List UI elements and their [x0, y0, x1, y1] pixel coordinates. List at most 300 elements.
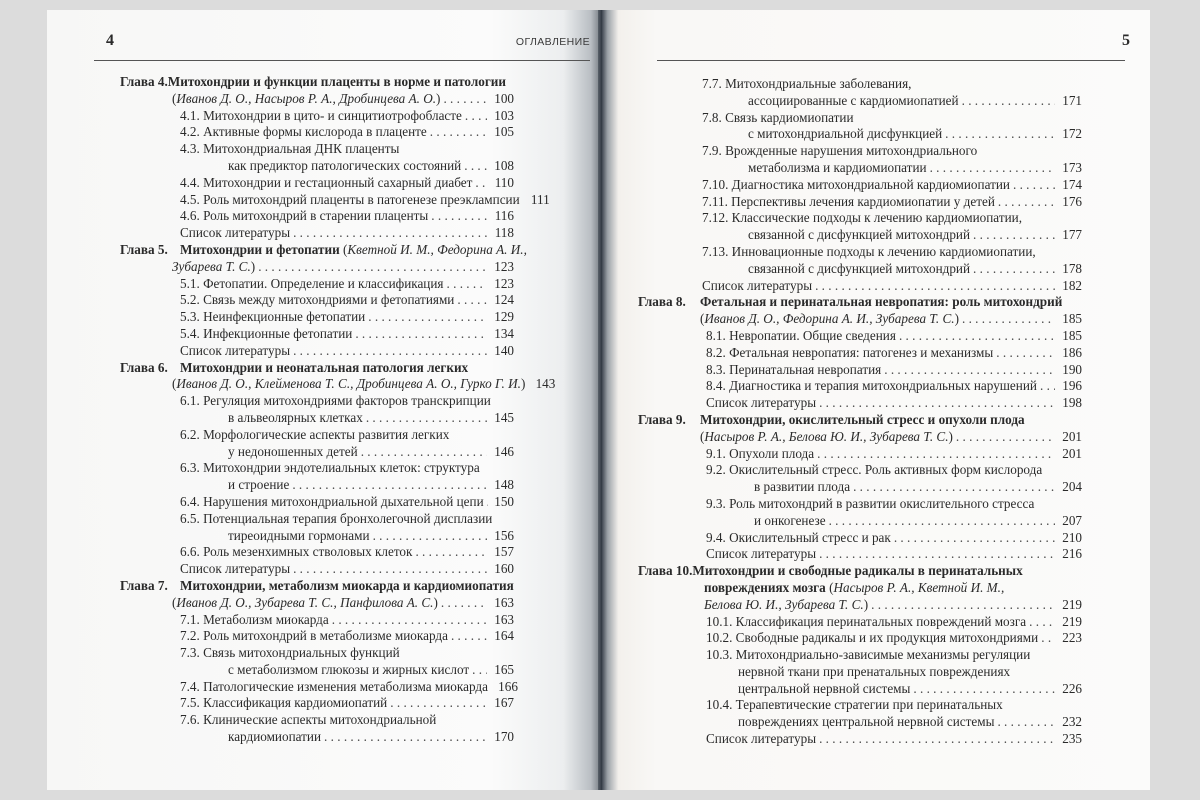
toc-section[interactable] — [638, 93, 1082, 110]
page-ref: 116 — [494, 208, 514, 224]
dot-leader — [894, 530, 1055, 547]
page-ref: 171 — [1062, 92, 1082, 108]
chapter-authors: Кветной И. М., Федорина А. И., — [347, 241, 527, 257]
dot-leader — [373, 528, 487, 545]
toc-section[interactable] — [120, 528, 514, 545]
entry-text — [120, 578, 514, 595]
toc-section[interactable] — [638, 261, 1082, 278]
toc-section[interactable] — [638, 143, 1082, 160]
entry-text — [706, 446, 814, 463]
page-ref: 129 — [494, 309, 514, 325]
section-title: 8.4. Диагностика и терапия митохондриальных нарушений — [706, 378, 1037, 394]
page-ref: 165 — [494, 661, 514, 677]
section-title: 5.1. Фетопатии. Определение и классификация — [180, 275, 444, 291]
section-title: 6.2. Морфологические аспекты развития легких — [180, 426, 450, 442]
page-ref: 123 — [494, 275, 514, 291]
toc-chapter[interactable] — [638, 412, 1082, 429]
page-ref: 178 — [1062, 260, 1082, 276]
dot-leader — [1040, 378, 1055, 395]
section-title: 7.6. Клинические аспекты митохондриальной — [180, 712, 437, 728]
toc-references[interactable] — [638, 546, 1082, 563]
toc-section[interactable] — [120, 511, 514, 528]
dot-leader — [815, 278, 1055, 295]
chapter-label: Глава 6. — [120, 359, 168, 375]
section-title: Список литературы — [180, 342, 291, 358]
entry-text — [180, 326, 352, 343]
dot-leader — [293, 225, 487, 242]
entry-text — [180, 175, 472, 192]
toc-section[interactable] — [638, 446, 1082, 463]
dot-leader — [451, 628, 487, 645]
entry-text — [748, 227, 970, 244]
toc-section[interactable] — [120, 208, 514, 225]
page-ref: 216 — [1062, 546, 1082, 562]
entry-text — [706, 647, 1030, 664]
page-ref: 163 — [494, 611, 514, 627]
toc-references[interactable] — [120, 343, 514, 360]
dot-leader — [962, 311, 1055, 328]
entry-text — [228, 662, 469, 679]
toc-chapter[interactable] — [638, 294, 1082, 311]
section-title: тиреоидными гормонами — [228, 527, 370, 543]
section-title: и онкогенезе — [754, 512, 826, 528]
section-title: 7.3. Связь митохондриальных функций — [180, 645, 400, 661]
toc-right — [638, 76, 1082, 748]
chapter-authors: Иванов Д. О., Зубарева Т. С., Панфилова А. С. — [176, 594, 434, 610]
page-ref: 148 — [494, 477, 514, 493]
dot-leader — [472, 662, 487, 679]
page-ref: 105 — [494, 124, 514, 140]
toc-references[interactable] — [120, 225, 514, 242]
paren: ( — [339, 241, 348, 257]
page-ref: 226 — [1062, 680, 1082, 696]
toc-section[interactable] — [638, 328, 1082, 345]
dot-leader — [930, 160, 1055, 177]
dot-leader — [258, 259, 487, 276]
paren: ( — [700, 311, 705, 327]
section-title: 7.5. Классификация кардиомиопатий — [180, 695, 388, 711]
toc-section[interactable] — [120, 460, 514, 477]
running-title: ОГЛАВЛЕНИЕ — [515, 36, 590, 48]
chapter-authors: Насыров Р. А., Кветной И. М., — [833, 579, 1005, 595]
toc-section[interactable] — [120, 276, 514, 293]
toc-section[interactable] — [638, 714, 1082, 731]
right-page — [602, 10, 1150, 790]
toc-references[interactable] — [120, 561, 514, 578]
entry-text — [180, 511, 492, 528]
toc-references[interactable] — [638, 731, 1082, 748]
section-title: как предиктор патологических состояний — [228, 157, 462, 173]
paren: ) — [520, 376, 526, 392]
entry-text — [180, 309, 365, 326]
section-title: 4.6. Роль митохондрий в старении плаценты — [180, 208, 429, 224]
toc-section[interactable] — [638, 194, 1082, 211]
toc-section[interactable] — [120, 326, 514, 343]
page-ref: 110 — [494, 174, 514, 190]
section-title: 6.4. Нарушения митохондриальной дыхательной цепи — [180, 493, 484, 509]
toc-section[interactable] — [120, 712, 514, 729]
entry-text — [638, 294, 1062, 311]
toc-section[interactable] — [120, 662, 514, 679]
entry-text — [180, 208, 428, 225]
entry-text — [706, 630, 1038, 647]
toc-references[interactable] — [638, 395, 1082, 412]
page-ref: 174 — [1062, 176, 1082, 192]
toc-section[interactable] — [120, 729, 514, 746]
section-title: центральной нервной системы — [738, 680, 911, 696]
page-ref: 201 — [1062, 428, 1082, 444]
section-title: с митохондриальной дисфункцией — [748, 126, 943, 142]
section-title: 4.5. Роль митохондрий плаценты в патогенезе преэклампсии — [180, 191, 520, 207]
toc-section[interactable] — [638, 513, 1082, 530]
running-head-left — [94, 32, 590, 56]
toc-section[interactable] — [638, 160, 1082, 177]
toc-chapter[interactable] — [120, 241, 527, 259]
entry-text — [702, 110, 854, 127]
toc-authors[interactable] — [120, 376, 556, 393]
page-ref: 196 — [1062, 378, 1082, 394]
entry-text — [706, 697, 1003, 714]
page-ref: 186 — [1062, 344, 1082, 360]
toc-section[interactable] — [120, 494, 514, 511]
entry-text — [180, 712, 436, 729]
section-title: 9.1. Опухоли плода — [706, 445, 815, 461]
entry-text — [748, 261, 970, 278]
entry-text — [180, 460, 480, 477]
dot-leader — [447, 276, 488, 293]
section-title: 7.2. Роль митохондрий в метаболизме миокарда — [180, 628, 448, 644]
dot-leader — [465, 108, 487, 125]
section-title: у недоношенных детей — [228, 443, 358, 459]
section-title: Список литературы — [706, 731, 817, 747]
entry-text — [180, 645, 400, 662]
running-head-right — [655, 32, 1140, 56]
dot-leader — [292, 477, 487, 494]
toc-section[interactable] — [638, 647, 1082, 664]
page-number: 4 — [106, 32, 114, 49]
paren: ( — [172, 90, 177, 106]
dot-leader — [819, 731, 1055, 748]
section-title: 7.8. Связь кардиомиопатии — [702, 109, 854, 125]
dot-leader — [996, 345, 1055, 362]
toc-chapter[interactable] — [120, 74, 514, 91]
entry-text — [754, 513, 826, 530]
paren: ) — [863, 596, 869, 612]
toc-section[interactable] — [120, 645, 514, 662]
toc-section[interactable] — [638, 210, 1082, 227]
page-ref: 223 — [1062, 630, 1082, 646]
entry-text — [180, 393, 491, 410]
entry-text — [706, 378, 1037, 395]
section-title: 7.12. Классические подходы к лечению кардиомиопатии, — [702, 210, 1022, 226]
dot-leader — [361, 444, 487, 461]
chapter-authors: Иванов Д. О., Федорина А. И., Зубарева Т. С. — [704, 311, 955, 327]
dot-leader — [441, 595, 487, 612]
section-title: 4.4. Митохондрии и гестационный сахарный диабет — [180, 174, 473, 190]
entry-text — [706, 362, 881, 379]
toc-references[interactable] — [638, 278, 1082, 295]
page-number: 5 — [1122, 32, 1130, 49]
toc-section[interactable] — [120, 628, 514, 645]
toc-section[interactable] — [120, 410, 514, 427]
dot-leader — [962, 93, 1055, 110]
toc-section[interactable] — [638, 630, 1082, 647]
entry-text — [172, 91, 440, 108]
page-ref: 156 — [494, 527, 514, 543]
toc-chapter[interactable] — [120, 360, 514, 377]
entry-text — [180, 141, 399, 158]
toc-left — [120, 74, 556, 746]
toc-section[interactable] — [120, 612, 514, 629]
dot-leader — [443, 91, 487, 108]
chapter-label: Глава 8. — [638, 294, 686, 310]
page-ref: 235 — [1062, 731, 1082, 747]
entry-text — [172, 376, 525, 393]
entry-text — [180, 427, 449, 444]
dot-leader — [913, 681, 1055, 698]
toc-section[interactable] — [638, 697, 1082, 714]
entry-text — [180, 628, 448, 645]
page-ref: 164 — [494, 628, 514, 644]
paren: ( — [172, 594, 177, 610]
chapter-title: Митохондрии, метаболизм миокарда и кардиомиопатия — [180, 577, 514, 593]
paren: ( — [700, 428, 705, 444]
page-ref: 219 — [1062, 596, 1082, 612]
entry-text — [738, 714, 994, 731]
toc-section[interactable] — [638, 76, 1082, 93]
page-ref: 134 — [494, 325, 514, 341]
entry-text — [702, 244, 1036, 261]
toc-section[interactable] — [120, 678, 518, 696]
page-ref: 177 — [1062, 227, 1082, 243]
dot-leader — [332, 612, 487, 629]
page-ref: 198 — [1062, 395, 1082, 411]
section-title: связанной с дисфункцией митохондрий — [748, 260, 971, 276]
entry-text — [180, 561, 290, 578]
entry-text — [704, 580, 1004, 597]
page-ref: 145 — [494, 409, 514, 425]
section-title: кардиомиопатии — [228, 729, 322, 745]
toc-section[interactable] — [120, 477, 514, 494]
dot-leader — [1041, 630, 1055, 647]
entry-text — [706, 614, 1026, 631]
toc-section[interactable] — [120, 158, 514, 175]
dot-leader — [475, 175, 487, 192]
paren: ( — [172, 376, 177, 392]
section-title: 5.3. Неинфекционные фетопатии — [180, 309, 366, 325]
chapter-label: Глава 9. — [638, 411, 686, 427]
section-title: повреждениях центральной нервной системы — [738, 714, 995, 730]
toc-section[interactable] — [120, 292, 514, 309]
entry-text — [706, 731, 816, 748]
toc-section[interactable] — [638, 126, 1082, 143]
page-ref: 157 — [494, 544, 514, 560]
section-title: 6.5. Потенциальная терапия бронхолегочной дисплазии — [180, 510, 493, 526]
toc-section[interactable] — [120, 175, 514, 192]
toc-authors[interactable] — [120, 91, 514, 108]
page-ref: 185 — [1062, 327, 1082, 343]
toc-section[interactable] — [638, 462, 1082, 479]
dot-leader — [430, 124, 487, 141]
dot-leader — [1029, 614, 1055, 631]
toc-section[interactable] — [638, 479, 1082, 496]
toc-section[interactable] — [638, 227, 1082, 244]
section-title: 7.13. Инновационные подходы к лечению кардиомиопатии, — [702, 243, 1036, 259]
page-ref: 190 — [1062, 361, 1082, 377]
toc-authors[interactable] — [638, 597, 1082, 614]
page-ref: 170 — [494, 729, 514, 745]
section-title: 7.9. Врожденные нарушения митохондриального — [702, 143, 978, 159]
section-title: 8.2. Фетальная невропатия: патогенез и механизмы — [706, 344, 994, 360]
entry-text — [702, 278, 812, 295]
page-ref: 163 — [494, 594, 514, 610]
dot-leader — [390, 695, 487, 712]
toc-section[interactable] — [120, 191, 550, 209]
chapter-title: Митохондрии и фетопатии — [180, 241, 340, 257]
dot-leader — [366, 410, 487, 427]
section-title: Список литературы — [180, 225, 291, 241]
section-title: в альвеолярных клетках — [228, 409, 363, 425]
section-title: 7.11. Перспективы лечения кардиомиопатии у детей — [702, 193, 995, 209]
toc-section[interactable] — [638, 664, 1082, 681]
toc-authors[interactable] — [638, 429, 1082, 446]
entry-text — [638, 412, 1025, 429]
entry-text — [180, 108, 462, 125]
paren: ) — [948, 428, 953, 444]
dot-leader — [819, 395, 1055, 412]
dot-leader — [464, 158, 487, 175]
section-title: Список литературы — [706, 546, 817, 562]
chapter-authors: Белова Ю. И., Зубарева Т. С. — [704, 596, 864, 612]
section-title: связанной с дисфункцией митохондрий — [748, 227, 971, 243]
toc-section[interactable] — [120, 141, 514, 158]
header-rule — [657, 60, 1125, 61]
page-ref: 182 — [1062, 277, 1082, 293]
entry-text — [704, 597, 868, 614]
toc-authors[interactable] — [120, 259, 514, 276]
dot-leader — [871, 597, 1055, 614]
toc-section[interactable] — [120, 309, 514, 326]
paren: ) — [433, 594, 438, 610]
dot-leader — [817, 446, 1055, 463]
toc-section[interactable] — [638, 244, 1082, 261]
toc-chapter[interactable] — [120, 578, 514, 595]
toc-chapter[interactable] — [638, 563, 1082, 580]
entry-text — [120, 74, 506, 91]
entry-text — [638, 563, 1023, 580]
section-title: 4.1. Митохондрии в цито- и синцитиотрофобласте — [180, 107, 462, 123]
toc-chapter[interactable] — [638, 580, 1082, 597]
section-title: 7.7. Митохондриальные заболевания, — [702, 76, 912, 91]
section-title: 9.4. Окислительный стресс и рак — [706, 529, 891, 545]
toc-section[interactable] — [638, 110, 1082, 127]
section-title: Список литературы — [702, 277, 813, 293]
section-title: 10.2. Свободные радикалы и их продукция митохондриями — [706, 630, 1039, 646]
entry-text — [702, 76, 911, 93]
section-title: нервной ткани при пренатальных повреждениях — [738, 663, 1011, 679]
entry-text — [748, 126, 942, 143]
toc-section[interactable] — [638, 345, 1082, 362]
toc-section[interactable] — [120, 108, 514, 125]
entry-text — [180, 225, 290, 242]
section-title: 4.3. Митохондриальная ДНК плаценты — [180, 141, 400, 157]
toc-section[interactable] — [120, 444, 514, 461]
toc-section[interactable] — [638, 496, 1082, 513]
entry-text — [754, 479, 850, 496]
dot-leader — [973, 227, 1055, 244]
toc-section[interactable] — [638, 614, 1082, 631]
entry-text — [228, 444, 358, 461]
toc-authors[interactable] — [120, 595, 514, 612]
toc-section[interactable] — [120, 544, 514, 561]
chapter-label: Глава 10. — [638, 563, 693, 579]
toc-section[interactable] — [120, 393, 514, 410]
toc-section[interactable] — [638, 177, 1082, 194]
section-title: 4.2. Активные формы кислорода в плаценте — [180, 124, 427, 140]
entry-text — [702, 194, 995, 211]
entry-text — [172, 259, 255, 276]
chapter-label: Глава 4. — [120, 74, 168, 89]
dot-leader — [324, 729, 487, 746]
page-ref: 103 — [494, 107, 514, 123]
page-ref: 219 — [1062, 613, 1082, 629]
toc-authors[interactable] — [638, 311, 1082, 328]
toc-section[interactable] — [120, 427, 514, 444]
entry-text — [700, 429, 953, 446]
chapter-label: Глава 7. — [120, 577, 168, 593]
page-ref: 100 — [494, 90, 514, 106]
chapter-label: Глава 5. — [120, 241, 168, 257]
chapter-title: Митохондрии и функции плаценты в норме и патологии — [167, 74, 507, 89]
section-title: 10.3. Митохондриально-зависимые механизмы регуляции — [706, 647, 1031, 663]
entry-text — [228, 477, 289, 494]
dot-leader — [431, 208, 487, 225]
dot-leader — [899, 328, 1055, 345]
dot-leader — [997, 714, 1055, 731]
page-ref: 146 — [494, 443, 514, 459]
entry-text — [180, 292, 454, 309]
section-title: 7.1. Метаболизм миокарда — [180, 611, 329, 627]
page-ref: 204 — [1062, 479, 1082, 495]
entry-text — [228, 158, 461, 175]
entry-text — [748, 160, 927, 177]
entry-text — [180, 679, 488, 696]
chapter-title: Митохондрии и неонатальная патология легких — [180, 359, 469, 375]
page-ref: 185 — [1062, 311, 1082, 327]
entry-text — [702, 143, 977, 160]
toc-section[interactable] — [638, 681, 1082, 698]
entry-text — [228, 410, 363, 427]
entry-text — [748, 93, 959, 110]
entry-text — [180, 612, 329, 629]
page-ref: 140 — [494, 342, 514, 358]
entry-text — [180, 276, 444, 293]
toc-section[interactable] — [120, 695, 514, 712]
entry-text — [700, 311, 959, 328]
toc-section[interactable] — [638, 362, 1082, 379]
section-title: в развитии плода — [754, 479, 851, 495]
toc-section[interactable] — [638, 378, 1082, 395]
section-title: 6.3. Митохондрии эндотелиальных клеток: структура — [180, 460, 480, 476]
dot-leader — [355, 326, 487, 343]
page-ref: 201 — [1062, 445, 1082, 461]
section-title: 7.4. Патологические изменения метаболизма миокарда — [180, 678, 488, 694]
paren: ( — [825, 579, 834, 595]
entry-text — [172, 595, 438, 612]
toc-section[interactable] — [638, 530, 1082, 547]
entry-text — [706, 328, 896, 345]
toc-section[interactable] — [120, 124, 514, 141]
